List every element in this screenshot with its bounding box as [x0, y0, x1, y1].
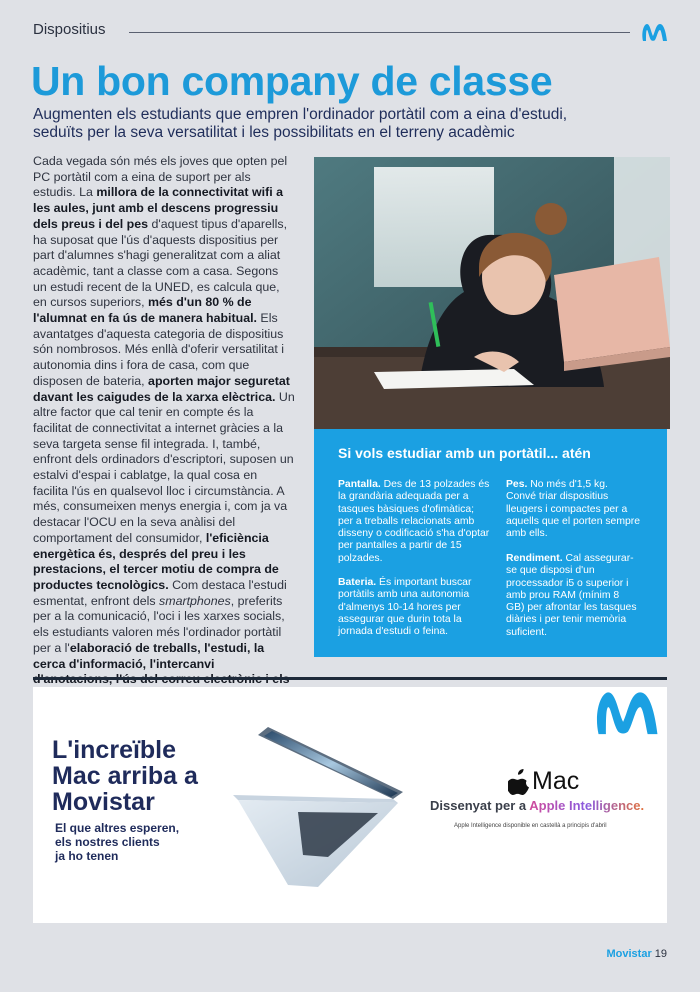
article-body-segment: l'eficiència energètica és, després del preu i les prestacions, el tercer motiu de compra de productes tecnològics. [33, 530, 279, 592]
ad-headline-line: L'increïble [52, 736, 177, 764]
ad-tagline [430, 798, 644, 813]
student-laptop-photo [314, 157, 670, 429]
page-footer [607, 948, 668, 960]
tip-pes [506, 479, 640, 540]
tip-bateria-text: És important buscar portàtils amb una autonomia d'almenys 10-14 hores per assegurar que durin tota la jornada d'estudi o feina. [338, 577, 472, 638]
mac-advertisement[interactable] [33, 687, 667, 923]
footer-brand: Movistar [606, 948, 652, 960]
ad-sub-line: ja ho tenen [55, 849, 119, 863]
tip-pantalla-text: Des de 13 polzades és la grandària adequada per a tasques bàsiques d'ofimàtica; per a treballs relacionats amb disseny o codificació s'ha d'optar per pantalles a partir de 15 polzades. [338, 479, 490, 564]
ad-sub-line: els nostres clients [55, 835, 160, 849]
article-body-segment: Cada vegada són més els joves que opten pel PC portàtil com a eina de suport per als estudis. La [33, 154, 288, 200]
article-body-segment: aporten major seguretat davant les caigudes de la xarxa elèctrica. [33, 373, 290, 404]
tip-rendiment [506, 553, 640, 639]
ad-subheadline [55, 821, 179, 863]
article-body-segment: Els avantatges d'aquesta categoria de dispositius són nombrosos. Més enllà d'oferir versatilitat i autonomia dins i fora de casa, com que disposen de bateria, [33, 311, 284, 388]
tip-pes-text: No més d'1,5 kg. Convé triar dispositius lleugers i compactes per a aquells que el porten sempre amb ells. [506, 479, 641, 540]
article-body-segment: millora de la connectivitat wifi a les aules, junt amb el descens progressiu dels preus i del pes [33, 185, 283, 231]
article-body [33, 154, 295, 735]
apple-mac-logo [508, 767, 579, 796]
ad-sub-line: El que altres esperen, [55, 821, 180, 835]
ad-headline [52, 737, 198, 815]
page-number: 19 [654, 948, 667, 960]
section-header [33, 20, 670, 44]
ad-tagline-prefix: Dissenyat per a [430, 798, 530, 813]
ad-headline-line: Movistar [52, 788, 155, 816]
macbook-image [228, 717, 408, 887]
tip-rendiment-text: Cal assegurar-se que disposi d'un processador i5 o superior i amb prou RAM (mínim 8 GB) per afrontar les tasques diàries i per tenir memòria suficient. [506, 553, 637, 638]
article-title: Un bon company de classe [31, 58, 553, 104]
article-subtitle: Augmenten els estudiants que empren l'ordinador portàtil com a eina d'estudi, seduïts per la seva versatilitat i les possibilitats en el terreny acadèmic [33, 106, 568, 141]
tip-rendiment-label: Rendiment. [506, 553, 563, 564]
movistar-m-icon [640, 21, 670, 43]
header-rule [129, 32, 630, 33]
article-body-segment: Un altre factor que cal tenir en compte és la facilitat de connectivitat a internet gràcies a la seva targeta sense fil integrada. I, també, enfront dels ordinadors d'escriptori, suposen un estalvi d'espai i cablatge, la qual cosa en facilita l'ús en qualsevol lloc i circumstància. A més, consumeixen menys energia i, com ja va destacar l'OCU en la seva anàlisi del comportament del consumidor, [33, 389, 295, 545]
movistar-m-icon [591, 687, 665, 739]
article-body-segment: Com destaca l'estudi esmentat, enfront dels [33, 577, 287, 608]
article-body-segment: més d'un 80 % de l'alumnat en fa ús de manera habitual. [33, 295, 257, 326]
article-body-segment: , preferits per a la comunicació, l'oci i les xarxes socials, els estudiants valoren més l'ordinador portàtil per a l' [33, 593, 285, 655]
tips-title: Si vols estudiar amb un portàtil... atén [338, 445, 591, 461]
tip-pantalla-label: Pantalla. [338, 479, 381, 490]
tip-bateria [338, 577, 490, 638]
article-body-segment: d'aquest tipus d'aparells, ha suposat que l'ús d'aquests dispositius per part d'alumnes s'hagi generalitzat com a aliat acadèmic, tant a classe com a casa. Segons un estudi recent de la UNED, es calcula que, en cursos superiors, [33, 216, 288, 310]
tip-bateria-label: Bateria. [338, 577, 377, 588]
section-divider [33, 677, 667, 680]
ad-tagline-highlight: Apple Intelligence. [529, 798, 645, 813]
section-label: Dispositius [33, 21, 106, 38]
ad-headline-line: Mac arriba a [52, 762, 198, 790]
mac-wordmark: Mac [532, 767, 580, 795]
ad-disclaimer: Apple Intelligence disponible en castellà a principis d'abril [454, 823, 607, 829]
apple-logo-icon [508, 769, 530, 795]
article-body-segment: elaboració de treballs, l'estudi, la cerca d'informació, l'intercanvi [33, 640, 265, 671]
article-body-segment: smartphones [159, 593, 231, 608]
tip-pantalla [338, 479, 490, 565]
tip-pes-label: Pes. [506, 479, 528, 490]
tips-box [314, 429, 667, 657]
